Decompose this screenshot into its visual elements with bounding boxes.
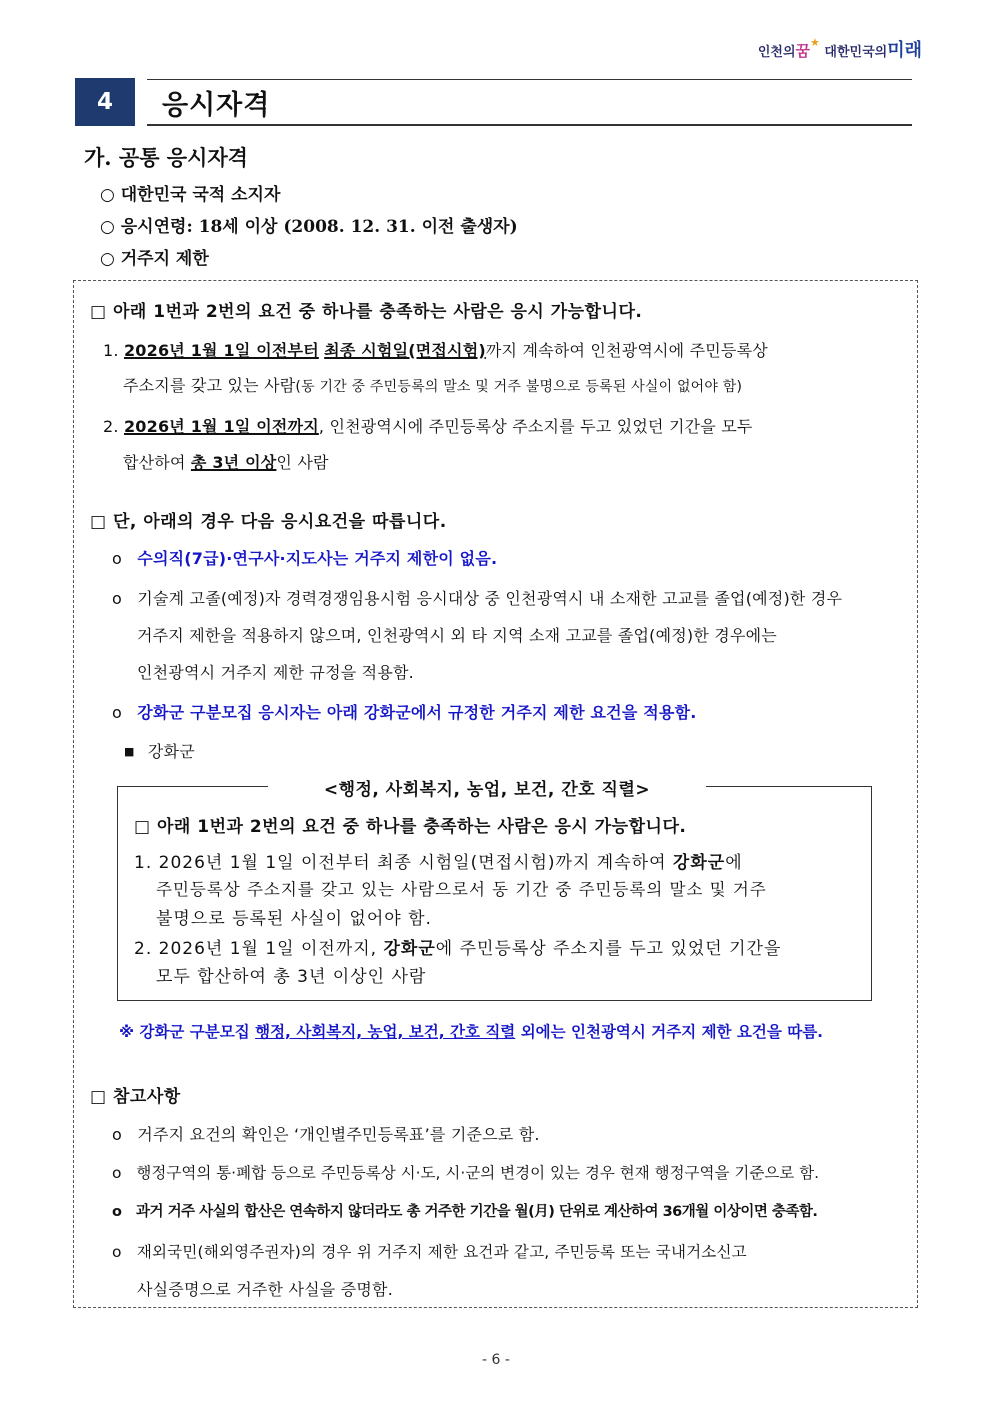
reference-item-4-line1: 재외국민(해외영주권자)의 경우 위 거주지 제한 요건과 같고, 주민등록 또는 국내거소신고 [136, 1243, 747, 1261]
exception-3-text: 강화군 구분모집 응시자는 아래 강화군에서 규정한 거주지 제한 요건을 적용함. [137, 703, 697, 722]
note-mark: ※ [119, 1023, 135, 1041]
exception-2 [112, 586, 842, 609]
reference-item-4 [112, 1240, 747, 1262]
item2-3years: 총 3년 이상 [190, 453, 277, 472]
section-rule-top [147, 79, 912, 80]
item1-rest: 까지 계속하여 인천광역시에 주민등록상 [485, 341, 768, 360]
ganghwa-label-text: 강화군 [147, 742, 195, 761]
ganghwa-label [124, 739, 195, 762]
logo-part4: 미래 [887, 40, 922, 61]
logo-part1: 인천의 [757, 45, 796, 60]
residence-item-1 [103, 338, 768, 361]
bullet-icon: o [112, 703, 122, 722]
ganghwa-item-1-line2: 주민등록상 주소지를 갖고 있는 사람으로서 동 기간 중 주민등록의 말소 및 거주 [156, 880, 767, 899]
exception-2-line1: 기술계 고졸(예정)자 경력경쟁임용시험 응시대상 중 인천광역시 내 소재한 고교를 졸업(예정)한 경우 [137, 589, 843, 608]
exception-3 [112, 700, 697, 723]
residence-item-2 [103, 414, 753, 437]
ganghwa-item-1 [134, 848, 743, 873]
common-item-residence: ○ 거주지 제한 [100, 249, 209, 269]
common-heading: 가. 공통 응시자격 [84, 145, 248, 170]
reference-item-1-text: 거주지 요건의 확인은 ‘개인별주민등록표’를 기준으로 함. [137, 1125, 540, 1144]
box-heading: □ 아래 1번과 2번의 요건 중 하나를 충족하는 사람은 응시 가능합니다. [90, 302, 643, 322]
exception-2-line3: 인천광역시 거주지 제한 규정을 적용함. [137, 663, 414, 682]
bullet-icon: o [112, 1164, 122, 1182]
section-number: 4 [75, 78, 135, 126]
residence-item-1-line2 [123, 373, 742, 396]
note-underlined: 행정, 사회복지, 농업, 보건, 간호 직렬 [255, 1023, 516, 1041]
item1-exam: 최종 시험일(면접시험) [324, 341, 486, 360]
reference-item-2 [112, 1161, 819, 1183]
ganghwa-item-1-b: 강화군 [672, 853, 726, 873]
note-post: 외에는 인천광역시 거주지 제한 요건을 따름. [520, 1023, 824, 1041]
bullet-icon: o [112, 1243, 122, 1261]
item2-pre: 합산하여 [123, 453, 186, 472]
ganghwa-item-1-a: 1. 2026년 1월 1일 이전부터 최종 시험일(면접시험)까지 계속하여 [134, 853, 667, 873]
page-number: - 6 - [482, 1352, 510, 1368]
ganghwa-item-2 [134, 934, 781, 959]
bullet-icon: o [112, 549, 122, 568]
ganghwa-box-title: <행정, 사회복지, 농업, 보건, 간호 직렬> [268, 775, 706, 800]
item2-rest: , 인천광역시에 주민등록상 주소지를 두고 있었던 기간을 모두 [318, 417, 753, 436]
exceptions-heading: □ 단, 아래의 경우 다음 응시요건을 따릅니다. [90, 512, 447, 532]
logo-part3: 대한민국의 [824, 45, 888, 60]
bullet-icon: o [112, 1125, 122, 1144]
item2-num: 2. [103, 417, 119, 436]
ganghwa-item-1-c: 에 [725, 853, 743, 873]
ganghwa-item-1-line3: 불명으로 등록된 사실이 없어야 함. [156, 909, 432, 929]
item1-line2: 주소지를 갖고 있는 사람 [123, 376, 296, 395]
item2-date: 2026년 1월 1일 이전까지 [123, 417, 319, 436]
ganghwa-item-2-a: 2. 2026년 1월 1일 이전까지, [134, 939, 378, 959]
exception-1-text: 수의직(7급)·연구사·지도사는 거주지 제한이 없음. [137, 549, 498, 568]
common-item-nationality: ○ 대한민국 국적 소지자 [100, 185, 281, 205]
exception-1 [112, 546, 497, 569]
reference-item-1 [112, 1122, 540, 1145]
section-title: 응시자격 [162, 90, 271, 121]
item2-post: 인 사람 [276, 453, 329, 472]
ganghwa-item-2-line2: 모두 합산하여 총 3년 이상인 사람 [156, 967, 427, 987]
item1-note: (동 기간 중 주민등록의 말소 및 거주 불명으로 등록된 사실이 없어야 함) [295, 379, 743, 395]
bullet-icon: o [112, 589, 122, 608]
residence-item-2-line2 [123, 450, 329, 473]
reference-item-2-text: 행정구역의 통·폐합 등으로 주민등록상 시·도, 시·군의 변경이 있는 경우 현재 행정구역을 기준으로 함. [136, 1164, 820, 1182]
section-rule-bottom [147, 124, 912, 126]
ganghwa-box-heading: □ 아래 1번과 2번의 요건 중 하나를 충족하는 사람은 응시 가능합니다. [134, 817, 687, 837]
reference-item-3-text: 과거 거주 사실의 합산은 연속하지 않더라도 총 거주한 기간을 월(月) 단위로 계산하여 36개월 이상이면 충족함. [136, 1204, 818, 1220]
reference-item-4-line2: 사실증명으로 거주한 사실을 증명함. [137, 1280, 393, 1299]
ganghwa-item-2-c: 에 주민등록상 주소지를 두고 있었던 기간을 [435, 939, 782, 959]
exception-2-line2: 거주지 제한을 적용하지 않으며, 인천광역시 외 타 지역 소재 고교를 졸업(예정)한 경우에는 [137, 626, 777, 645]
reference-heading: □ 참고사항 [90, 1087, 181, 1107]
item1-date: 2026년 1월 1일 이전부터 [123, 341, 319, 360]
section-header [75, 76, 912, 126]
reference-item-3 [112, 1200, 817, 1221]
square-bullet-icon: ■ [124, 745, 135, 758]
note-pre: 강화군 구분모집 [139, 1023, 250, 1041]
ganghwa-item-2-b: 강화군 [383, 939, 436, 959]
item1-num: 1. [103, 341, 119, 360]
logo-part2: 꿈 [795, 42, 811, 60]
common-item-age: ○ 응시연령: 18세 이상 (2008. 12. 31. 이전 출생자) [100, 217, 518, 237]
star-icon: ★ [810, 36, 820, 49]
ganghwa-note [119, 1020, 823, 1042]
bullet-icon: o [112, 1204, 122, 1220]
header-logo [758, 36, 922, 62]
